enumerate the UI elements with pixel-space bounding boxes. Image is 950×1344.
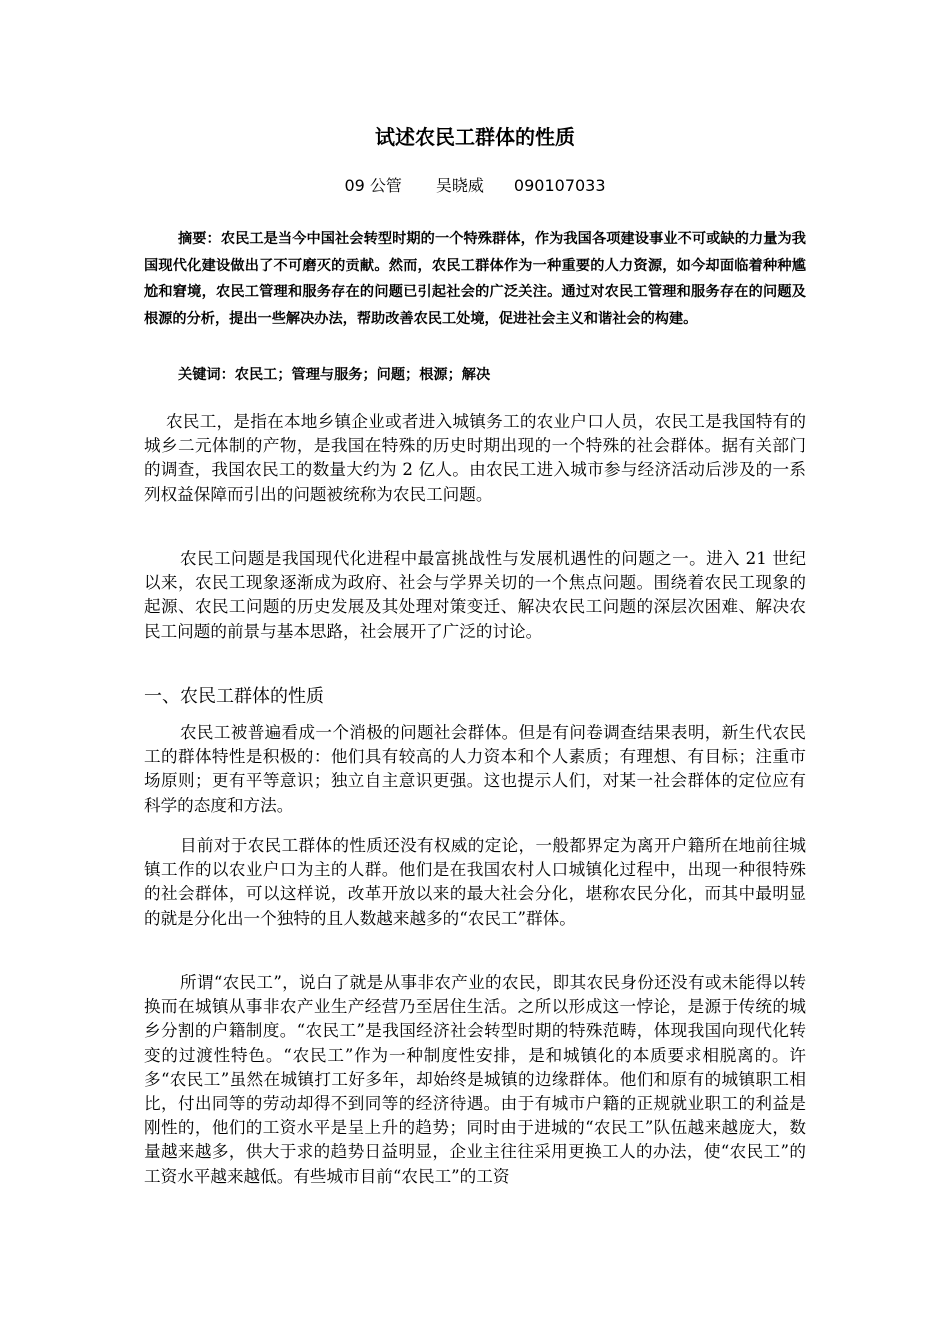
section-heading: 一、农民工群体的性质 bbox=[144, 686, 324, 707]
author-student-id: 090107033 bbox=[513, 176, 606, 195]
author-class: 09 公管 bbox=[344, 176, 402, 195]
intro-paragraph-1: 农民工，是指在本地乡镇企业或者进入城镇务工的农业户口人员，农民工是我国特有的城乡二元体制的产物，是我国在特殊的历史时期出现的一个特殊的社会群体。据有关部门的调查，我国农民工的数量大约为 2 亿人。由农民工进入城市参与经济活动后涉及的一系列权益保障而引出的问题被统称为农民工问题。 bbox=[144, 412, 806, 504]
section-paragraph-2: 目前对于农民工群体的性质还没有权威的定论，一般都界定为离开户籍所在地前往城镇工作的以农业户口为主的人群。他们是在我国农村人口城镇化过程中，出现一种很特殊的社会群体，可以这样说，改革开放以来的最大社会分化，堪称农民分化，而其中最明显的就是分化出一个独特的且人数越来越多的“农民工”群体。 bbox=[144, 836, 806, 928]
section-paragraph-3: 所谓“农民工”，说白了就是从事非农产业的农民，即其农民身份还没有或未能得以转换而在城镇从事非农产业生产经营乃至居住生活。之所以形成这一悖论，是源于传统的城乡分割的户籍制度。“农民工”是我国经济社会转型时期的特殊范畴，体现我国向现代化转变的过渡性特色。“农民工”作为一种制度性安排，是和城镇化的本质要求相脱离的。许多“农民工”虽然在城镇打工好多年，却始终是城镇的边缘群体。他们和原有的城镇职工相比，付出同等的劳动却得不到同等的经济待遇。由于有城市户籍的正规就业职工的利益是刚性的，他们的工资水平是呈上升的趋势；同时由于进城的“农民工”队伍越来越庞大，数量越来越多，供大于求的趋势日益明显，企业主往往采用更换工人的办法，使“农民工”的工资水平越来越低。有些城市目前“农民工”的工资 bbox=[144, 973, 806, 1186]
author-line bbox=[0, 175, 950, 197]
section-paragraph-1: 农民工被普遍看成一个消极的问题社会群体。但是有问卷调查结果表明，新生代农民工的群体特性是积极的：他们具有较高的人力资本和个人素质；有理想、有目标；注重市场原则；更有平等意识；独立自主意识更强。这也提示人们，对某一社会群体的定位应有科学的态度和方法。 bbox=[144, 723, 806, 815]
intro-paragraph-2: 农民工问题是我国现代化进程中最富挑战性与发展机遇性的问题之一。进入 21 世纪以来，农民工现象逐渐成为政府、社会与学界关切的一个焦点问题。围绕着农民工现象的起源、农民工问题的历史发展及其处理对策变迁、解决农民工问题的深层次困难、解决农民工问题的前景与基本思路，社会展开了广泛的讨论。 bbox=[144, 549, 806, 641]
abstract: 摘要：农民工是当今中国社会转型时期的一个特殊群体，作为我国各项建设事业不可或缺的力量为我国现代化建设做出了不可磨灭的贡献。然而，农民工群体作为一种重要的人力资源，如今却面临着种种尴尬和窘境，农民工管理和服务存在的问题已引起社会的广泛关注。通过对农民工管理和服务存在的问题及根源的分析，提出一些解决办法，帮助改善农民工处境，促进社会主义和谐社会的构建。 bbox=[144, 231, 806, 327]
document-title: 试述农民工群体的性质 bbox=[375, 125, 575, 149]
keywords: 关键词：农民工；管理与服务；问题；根源；解决 bbox=[178, 367, 491, 383]
author-name: 吴晓威 bbox=[435, 176, 484, 195]
